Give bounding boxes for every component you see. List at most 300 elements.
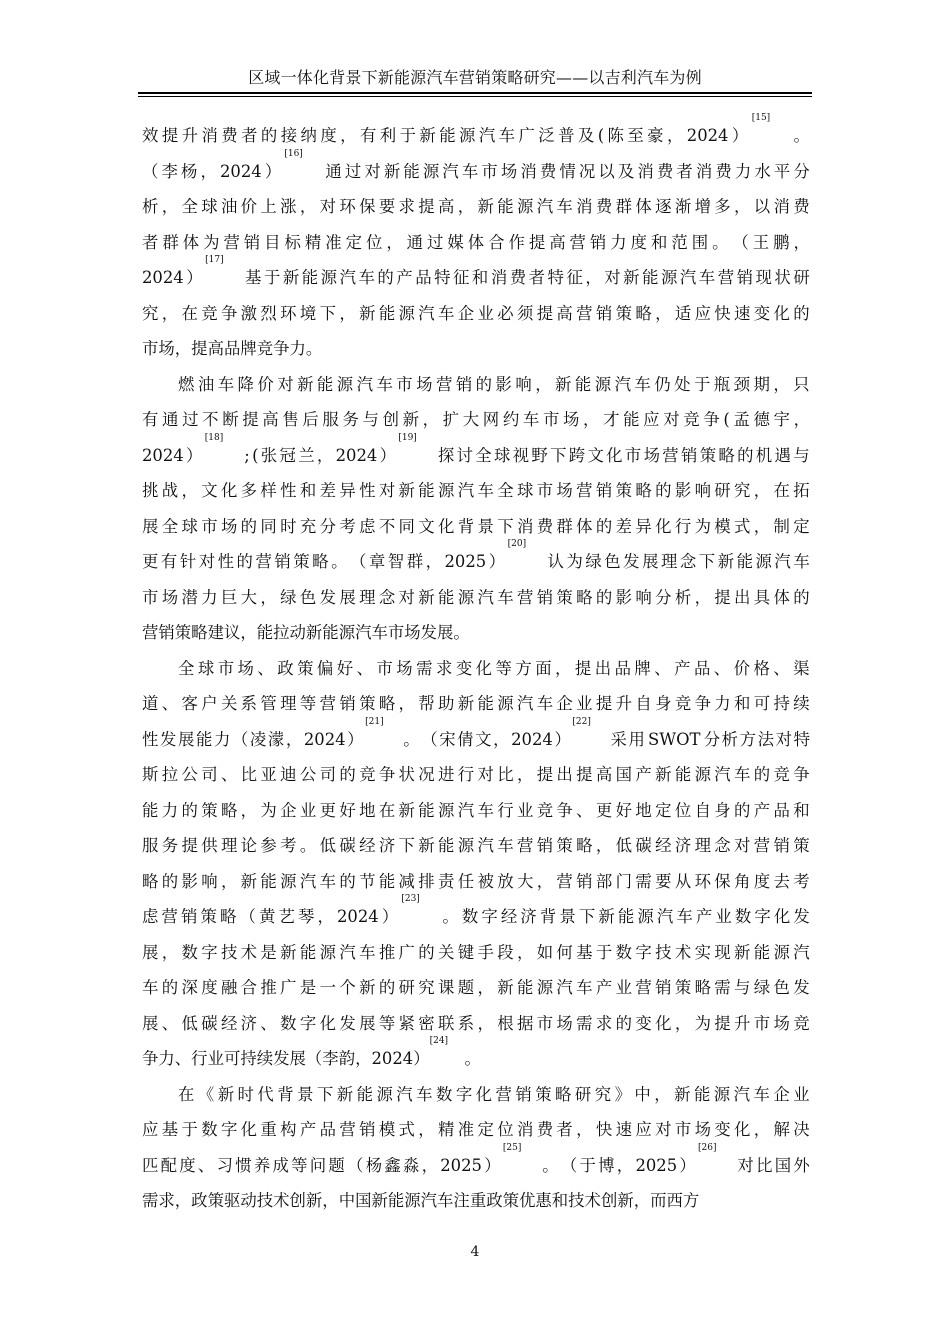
text-run: 过 xyxy=(182,410,199,429)
text-run: 的 xyxy=(753,765,771,784)
text-run: 2024 xyxy=(220,161,262,181)
text-run: 平 xyxy=(773,161,791,181)
text-run: 以 xyxy=(598,161,615,181)
text-run: 问 xyxy=(309,1155,327,1175)
text-run: ， xyxy=(753,516,771,536)
text-run: 提 xyxy=(191,339,208,358)
text-run: 位 xyxy=(365,232,383,252)
text-run: 略 xyxy=(220,800,238,820)
text-run: 技 xyxy=(568,1191,585,1210)
text-run: 张 xyxy=(260,445,278,465)
text-run: 汽 xyxy=(774,552,791,571)
text-run: 字 xyxy=(299,1013,317,1033)
text-run: 需 xyxy=(635,871,652,891)
text-run: 李 xyxy=(161,161,178,181)
text-run: 能 xyxy=(322,623,339,642)
text-run: 力 xyxy=(158,1049,175,1068)
text-run: 新 xyxy=(674,1084,691,1104)
text-run: 成 xyxy=(272,1155,289,1175)
text-run: 策 xyxy=(556,836,573,855)
text-run: ） xyxy=(731,126,749,145)
text-run: 提 xyxy=(574,658,592,678)
text-run: 的 xyxy=(339,871,356,891)
text-run: 的 xyxy=(161,978,179,997)
text-run: 企 xyxy=(280,800,297,820)
text-run: 角 xyxy=(734,871,751,891)
text-run: 消 xyxy=(695,161,713,181)
text-run: 市 xyxy=(481,161,498,181)
text-run: 化 xyxy=(319,1013,336,1033)
text-run: 销 xyxy=(595,303,613,323)
text-run: 颈 xyxy=(733,374,751,394)
text-run: 展 xyxy=(642,552,659,571)
text-run: 网 xyxy=(482,410,500,429)
text-run: 数 xyxy=(435,1084,453,1104)
text-run: 色 xyxy=(773,978,790,997)
text-run: 出 xyxy=(594,658,612,678)
text-run: 手 xyxy=(477,942,494,962)
text-run: 智 xyxy=(387,552,405,571)
text-run: 牌 xyxy=(240,339,257,358)
text-run: 者 xyxy=(556,1120,573,1139)
text-run: 探 xyxy=(437,445,455,465)
text-run: 对 xyxy=(663,410,680,429)
text-run: 文 xyxy=(201,481,218,500)
text-run: 求 xyxy=(435,658,453,678)
text-run: 场 xyxy=(556,481,573,500)
paragraph xyxy=(142,367,810,651)
text-run: ， xyxy=(674,1013,692,1033)
text-run: 源 xyxy=(536,978,554,997)
text-run: 惯 xyxy=(235,1155,252,1175)
text-run: 用 xyxy=(628,729,645,749)
text-run: 升 xyxy=(181,126,199,145)
text-run: 竞 xyxy=(359,765,376,784)
text-run: 字 xyxy=(455,1084,473,1104)
text-run: 2025 xyxy=(444,552,487,571)
text-run: 、 xyxy=(713,658,731,678)
text-run: 源 xyxy=(457,836,475,855)
text-run: 汽 xyxy=(356,374,373,394)
text-run: SWOT xyxy=(648,729,701,749)
text-run: 消 xyxy=(201,126,218,145)
text-run: 涨 xyxy=(280,197,297,216)
text-run: 能 xyxy=(356,1084,373,1104)
text-run: 配 xyxy=(160,1155,178,1175)
text-run: 源 xyxy=(438,481,455,500)
text-run: 与 xyxy=(362,410,379,429)
text-run: 战 xyxy=(161,481,179,500)
text-run: 景 xyxy=(297,1084,314,1104)
text-run: 能 xyxy=(418,481,435,500)
text-run: 化 xyxy=(734,1120,751,1139)
text-run: 展 xyxy=(359,1013,376,1033)
text-run: （ xyxy=(142,161,159,181)
text-run: 个 xyxy=(339,978,356,997)
text-run: 新 xyxy=(383,161,401,181)
text-run: ， xyxy=(793,410,810,429)
text-run: 略 xyxy=(142,871,159,891)
text-run: 能 xyxy=(439,126,456,145)
text-run: 源 xyxy=(320,268,338,287)
text-run: 是 xyxy=(299,978,317,997)
text-run: 节 xyxy=(359,871,376,891)
text-run: 创 xyxy=(382,410,399,429)
text-run: 产 xyxy=(695,907,713,926)
text-run: 。 xyxy=(464,1049,481,1068)
text-run: 度 xyxy=(320,126,337,145)
text-run: 提 xyxy=(714,587,731,607)
text-run: 能 xyxy=(516,978,534,997)
text-run: 淼 xyxy=(402,1155,420,1175)
text-run: 大 xyxy=(516,871,534,891)
text-run: 析 xyxy=(721,729,739,749)
text-run: 策 xyxy=(297,658,314,678)
text-run: 策 xyxy=(200,907,217,926)
text-run: 可 xyxy=(753,694,771,713)
text-run: 数 xyxy=(181,942,198,962)
text-run: （ xyxy=(239,907,256,926)
text-run: 费 xyxy=(793,197,810,216)
text-run: 背 xyxy=(277,1084,294,1104)
text-run: 地 xyxy=(635,800,652,820)
text-run: 竞 xyxy=(201,303,218,323)
text-run: 略 xyxy=(635,303,652,323)
text-run: 汽 xyxy=(477,587,494,607)
text-run: 需 xyxy=(576,1013,593,1033)
text-run: 模 xyxy=(378,1120,396,1139)
text-run: 兰 xyxy=(298,445,315,465)
text-run: 全 xyxy=(475,445,492,465)
text-run: 政 xyxy=(191,1191,208,1210)
text-run: 虑 xyxy=(359,516,376,536)
text-run: ， xyxy=(421,1155,438,1175)
text-run: 是 xyxy=(260,942,277,962)
text-run: 为 xyxy=(694,1013,711,1033)
text-run: 销 xyxy=(536,836,554,855)
text-run: 方 xyxy=(682,1191,700,1210)
text-run: 状 xyxy=(398,765,415,784)
text-run: 广 xyxy=(398,942,415,962)
text-run: 争 xyxy=(793,765,810,784)
text-run: 略 xyxy=(220,907,237,926)
text-run: 色 xyxy=(604,552,621,571)
text-line xyxy=(142,148,810,190)
text-run: 济 xyxy=(674,836,692,855)
text-run: 断 xyxy=(222,410,239,429)
text-run: ， xyxy=(339,303,356,323)
text-run: 能 xyxy=(301,268,319,287)
text-run: 式 xyxy=(398,1120,415,1139)
text-run: 为 xyxy=(203,232,220,252)
text-run: 市 xyxy=(142,587,159,607)
text-run: 况 xyxy=(578,161,596,181)
text-run: 力 xyxy=(289,339,306,358)
text-run: 目 xyxy=(264,232,281,252)
text-run: 能 xyxy=(736,552,753,571)
text-run: 展 xyxy=(142,516,159,536)
text-run: 大 xyxy=(462,410,480,429)
text-line xyxy=(142,113,810,154)
text-run: 参 xyxy=(260,836,277,855)
text-run: 数 xyxy=(615,942,633,962)
text-run: 巨 xyxy=(220,587,238,607)
text-run: 征 xyxy=(566,268,583,287)
citation-marker: [16] xyxy=(284,148,303,159)
text-run: ） xyxy=(554,729,571,749)
text-run: 汽 xyxy=(457,481,475,500)
text-run: 等 xyxy=(291,1155,308,1175)
text-run: 与 xyxy=(734,978,751,997)
text-run: ; xyxy=(244,445,250,465)
text-run: 能 xyxy=(438,587,455,607)
text-run: 力 xyxy=(714,694,731,713)
text-run: 低 xyxy=(319,836,336,855)
text-run: 争 xyxy=(220,303,238,323)
text-run: 围 xyxy=(691,232,709,252)
text-run: 策 xyxy=(201,800,218,820)
text-line xyxy=(142,894,810,935)
text-run: ） xyxy=(413,1049,430,1068)
text-run: 体 xyxy=(467,232,485,252)
text-run: 时 xyxy=(237,1084,254,1104)
text-run: 略 xyxy=(576,587,593,607)
text-run: 研 xyxy=(793,268,810,287)
text-run: 动 xyxy=(289,623,306,642)
text-run: 场 xyxy=(161,587,179,607)
text-run: 车 xyxy=(359,942,376,962)
text-run: 源 xyxy=(457,587,475,607)
text-run: 市 xyxy=(201,516,218,536)
text-run: 市 xyxy=(376,658,393,678)
text-run: 展 xyxy=(142,942,159,962)
text-run: 展 xyxy=(437,623,454,642)
text-run: 新 xyxy=(305,623,323,642)
text-run: 情 xyxy=(559,161,576,181)
text-run: 发 xyxy=(319,587,336,607)
text-run: 和 xyxy=(650,232,668,252)
text-run: 汽 xyxy=(679,268,697,287)
text-run: 费 xyxy=(715,161,732,181)
text-run: 术 xyxy=(273,1191,290,1210)
text-run: 惠 xyxy=(535,1191,552,1210)
citation-marker: [21] xyxy=(365,716,384,727)
text-run: ， xyxy=(418,1120,435,1139)
text-run: 2024 xyxy=(335,445,378,465)
text-run: 基 xyxy=(245,268,262,287)
text-run: 题 xyxy=(328,1155,345,1175)
text-run: 新 xyxy=(359,978,376,997)
text-run: 要 xyxy=(378,197,396,216)
text-run: 和 xyxy=(299,481,317,500)
text-line xyxy=(142,539,810,580)
text-run: 车 xyxy=(698,268,716,287)
text-run: 重 xyxy=(260,1120,277,1139)
text-run: 宇 xyxy=(773,410,790,429)
text-run: 低 xyxy=(615,836,633,855)
text-run: 实 xyxy=(694,942,711,962)
text-run: 代 xyxy=(257,1084,274,1104)
text-run xyxy=(226,260,242,296)
text-run: 等 xyxy=(299,694,317,713)
text-run: 博 xyxy=(598,1155,615,1175)
text-run: 跨 xyxy=(568,445,586,465)
text-run: 化 xyxy=(773,303,790,323)
text-run: 潜 xyxy=(181,587,198,607)
text-run: 与 xyxy=(793,445,810,465)
text-run: 产 xyxy=(299,1120,317,1139)
text-run: 经 xyxy=(359,836,376,855)
text-run: 比 xyxy=(756,1155,773,1175)
text-run: 行 xyxy=(191,1049,208,1068)
text-run xyxy=(423,899,439,935)
text-run: 性 xyxy=(280,481,297,500)
text-run: 策 xyxy=(615,481,633,500)
text-run: 汽 xyxy=(478,126,496,145)
text-run: 好 xyxy=(339,800,356,820)
text-run: 体 xyxy=(182,232,200,252)
text-run: 价 xyxy=(240,197,258,216)
text-run: ， xyxy=(595,836,613,855)
text-run: 求 xyxy=(595,1013,613,1033)
text-run: 行 xyxy=(457,765,475,784)
text-run: 面 xyxy=(535,658,552,678)
text-run: 车 xyxy=(477,481,494,500)
text-run: 策 xyxy=(293,552,310,571)
text-run: 汽 xyxy=(442,161,459,181)
text-run: 的 xyxy=(161,871,179,891)
text-run: 分 xyxy=(793,161,810,181)
text-run: 策 xyxy=(793,836,810,855)
text-run: 市 xyxy=(536,481,554,500)
text-line xyxy=(142,757,810,793)
text-line xyxy=(142,793,810,829)
text-run: 、 xyxy=(773,658,790,678)
text-run: 消 xyxy=(516,1120,534,1139)
text-run: 发 xyxy=(793,978,810,997)
text-run: ， xyxy=(555,658,572,678)
text-run: ， xyxy=(585,268,602,287)
text-run: 源 xyxy=(637,907,654,926)
text-run: 竞 xyxy=(536,800,554,820)
text-run: 提 xyxy=(595,694,613,713)
text-run: 的 xyxy=(260,126,278,145)
text-run: 重 xyxy=(469,1191,487,1210)
text-run: 帮 xyxy=(418,694,435,713)
text-run: 论 xyxy=(240,836,258,855)
text-run: 济 xyxy=(520,907,537,926)
text-run: ， xyxy=(317,907,334,926)
text-run: 源 xyxy=(422,161,440,181)
text-line xyxy=(142,1183,810,1219)
text-run: ） xyxy=(679,1155,696,1175)
text-run: 政 xyxy=(277,658,294,678)
text-run: 放 xyxy=(497,871,514,891)
text-run: 术 xyxy=(674,942,692,962)
text-run: 特 xyxy=(793,729,810,749)
text-run: 化 xyxy=(438,516,455,536)
text-run: 费 xyxy=(221,126,238,145)
text-run: 济 xyxy=(240,1013,258,1033)
text-run: 销 xyxy=(589,232,607,252)
text-run: 融 xyxy=(220,978,238,997)
text-run: 征 xyxy=(453,268,470,287)
text-run: 考 xyxy=(793,871,810,891)
text-run: 的 xyxy=(378,978,396,997)
text-run: 、 xyxy=(220,765,238,784)
text-run: 在 xyxy=(378,800,396,820)
text-run: 影 xyxy=(181,871,198,891)
text-run: 源 xyxy=(319,942,336,962)
text-run: 车 xyxy=(461,161,479,181)
text-run xyxy=(419,438,435,474)
text-run: 韵 xyxy=(338,1049,356,1068)
text-run: ， xyxy=(386,232,403,252)
text-run: 度 xyxy=(201,978,218,997)
text-run: 差 xyxy=(615,516,633,536)
text-run: 技 xyxy=(256,1191,274,1210)
text-run: 响 xyxy=(694,481,711,500)
text-run: 求 xyxy=(158,1191,175,1210)
text-run: 源 xyxy=(755,552,772,571)
text-run: 策 xyxy=(699,445,717,465)
text-run: 亚 xyxy=(260,765,277,784)
text-run: 系 xyxy=(240,694,258,713)
text-run: 在 xyxy=(181,303,198,323)
text-run: 品 xyxy=(223,339,241,358)
text-run: 碳 xyxy=(201,1013,218,1033)
text-run: 联 xyxy=(438,1013,455,1033)
text-run: 车 xyxy=(416,1084,433,1104)
text-run: 价 xyxy=(257,374,274,394)
text-run: 驱 xyxy=(223,1191,241,1210)
text-line xyxy=(142,615,810,651)
text-run: ） xyxy=(379,445,397,465)
text-run: 关 xyxy=(220,694,238,713)
text-run: 有 xyxy=(160,552,178,571)
text-run: 营 xyxy=(717,268,735,287)
text-run: 理 xyxy=(694,836,711,855)
text-run: 国 xyxy=(774,1155,792,1175)
text-run: 文 xyxy=(418,516,435,536)
text-run: 全 xyxy=(497,481,514,500)
text-run: ） xyxy=(186,268,203,287)
text-run: 新 xyxy=(617,1191,634,1210)
text-run: 群 xyxy=(615,197,633,216)
text-run: 更 xyxy=(142,552,159,571)
text-run: 发 xyxy=(420,623,438,642)
text-run: 汽 xyxy=(556,978,573,997)
text-run: 展 xyxy=(177,729,195,749)
text-run: ， xyxy=(299,197,317,216)
text-run: 业 xyxy=(516,800,534,820)
text-run: 化 xyxy=(773,907,791,926)
text-run: ， xyxy=(536,871,554,891)
text-run: 究 xyxy=(418,978,435,997)
text-run: 冠 xyxy=(279,445,296,465)
text-run: 出 xyxy=(556,765,573,784)
text-run: 新 xyxy=(336,1084,354,1104)
text-run: 动 xyxy=(240,1191,257,1210)
text-run: 考 xyxy=(339,516,356,536)
citation-marker: [17] xyxy=(205,255,224,265)
text-run: 格 xyxy=(753,658,770,678)
text-run: 策 xyxy=(535,1084,552,1104)
text-run: （ xyxy=(732,232,749,252)
citation-marker: [25] xyxy=(502,1142,522,1153)
text-line xyxy=(142,864,810,900)
text-run: 车 xyxy=(522,410,540,429)
